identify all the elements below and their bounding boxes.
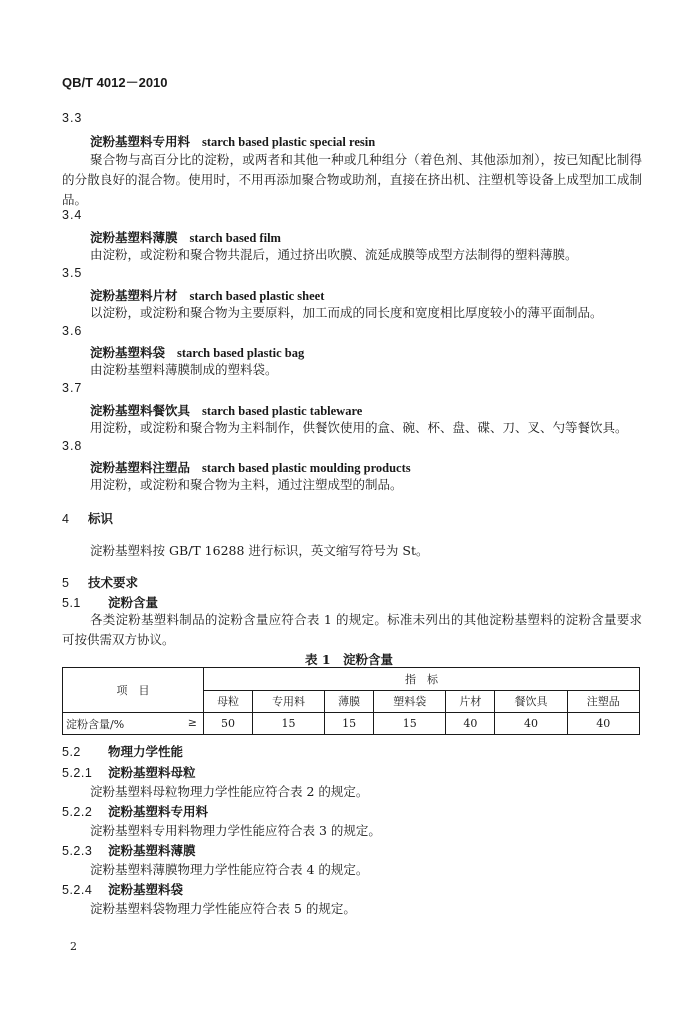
term-3-8 <box>90 458 411 476</box>
table-1 <box>62 667 640 735</box>
table-cell: 40 <box>567 713 639 735</box>
table-row-label <box>63 713 204 735</box>
heading-4 <box>62 509 113 527</box>
term-zh: 淀粉基塑料专用料 <box>90 134 191 149</box>
table-header-index: 指 标 <box>204 668 640 691</box>
heading-5-2-1 <box>62 763 196 781</box>
definition-3-8: 用淀粉，或淀粉和聚合物为主料，通过注塑成型的制品。 <box>90 477 403 492</box>
heading-title: 淀粉基塑料薄膜 <box>108 843 196 858</box>
term-zh: 淀粉基塑料餐饮具 <box>90 403 191 418</box>
term-en: starch based plastic moulding products <box>202 461 411 475</box>
clause-number-3-3: 3.3 <box>62 111 83 125</box>
definition-3-6: 由淀粉基塑料薄膜制成的塑料袋。 <box>90 362 278 377</box>
clause-number-3-5: 3.5 <box>62 266 83 280</box>
table-col-header: 餐饮具 <box>495 690 567 713</box>
table-cell: 50 <box>204 713 253 735</box>
table-col-header: 母粒 <box>204 690 253 713</box>
table-cell: 40 <box>495 713 567 735</box>
term-3-3 <box>90 132 375 150</box>
heading-title: 技术要求 <box>88 576 139 590</box>
term-en: starch based film <box>189 231 281 245</box>
row-label-symbol: ≥ <box>187 715 197 729</box>
heading-number: 5.1 <box>62 596 81 610</box>
table-row <box>63 713 640 735</box>
heading-title: 淀粉基塑料母粒 <box>108 765 196 780</box>
text-5-2-3: 淀粉基塑料薄膜物理力学性能应符合表 4 的规定。 <box>90 862 369 877</box>
table-cell: 40 <box>446 713 495 735</box>
term-3-7 <box>90 401 362 419</box>
term-en: starch based plastic bag <box>177 346 305 360</box>
definition-3-5: 以淀粉，或淀粉和聚合物为主要原料，加工而成的同长度和宽度相比厚度较小的薄平面制品。 <box>90 305 603 320</box>
term-zh: 淀粉基塑料片材 <box>90 288 178 303</box>
term-en: starch based plastic tableware <box>202 404 363 418</box>
definition-3-7: 用淀粉，或淀粉和聚合物为主料制作，供餐饮使用的盒、碗、杯、盘、碟、刀、叉、勺等餐饮具。 <box>90 420 628 435</box>
table-cell: 15 <box>325 713 374 735</box>
heading-number: 5 <box>62 576 69 590</box>
term-zh: 淀粉基塑料薄膜 <box>90 230 178 245</box>
row-label-text: 淀粉含量/% <box>66 717 125 731</box>
heading-title: 物理力学性能 <box>108 744 184 759</box>
term-en: starch based plastic sheet <box>189 289 325 303</box>
heading-number: 5.2 <box>62 745 81 759</box>
definition-3-4: 由淀粉，或淀粉和聚合物共混后，通过挤出吹膜、流延成膜等成型方法制得的塑料薄膜。 <box>90 247 578 262</box>
table-col-header: 塑料袋 <box>374 690 446 713</box>
clause-number-3-4: 3.4 <box>62 208 83 222</box>
page-number: 2 <box>70 940 77 953</box>
text-4: 淀粉基塑料按 GB/T 16288 进行标识，英文缩写符号为 St。 <box>90 543 429 558</box>
text-5-2-4: 淀粉基塑料袋物理力学性能应符合表 5 的规定。 <box>90 901 356 916</box>
term-zh: 淀粉基塑料袋 <box>90 345 166 360</box>
table-1-caption: 表 1 淀粉含量 <box>304 652 394 667</box>
heading-5-2 <box>62 742 183 760</box>
table-col-header: 薄膜 <box>325 690 374 713</box>
table-cell: 15 <box>252 713 324 735</box>
table-cell: 15 <box>374 713 446 735</box>
term-3-6 <box>90 343 304 361</box>
heading-number: 5.2.1 <box>62 766 93 780</box>
term-3-5 <box>90 286 324 304</box>
table-col-header: 注塑品 <box>567 690 639 713</box>
heading-title: 标识 <box>88 512 114 526</box>
text-5-1: 各类淀粉基塑料制品的淀粉含量应符合表 1 的规定。标准未列出的其他淀粉基塑料的淀粉含量要求可按供需双方协议。 <box>62 612 642 647</box>
heading-number: 5.2.3 <box>62 844 93 858</box>
standard-code: QB/T 4012－2010 <box>62 75 168 90</box>
heading-title: 淀粉含量 <box>108 595 159 610</box>
term-zh: 淀粉基塑料注塑品 <box>90 460 191 475</box>
heading-number: 4 <box>62 512 69 526</box>
heading-title: 淀粉基塑料袋 <box>108 882 184 897</box>
text-5-2-2: 淀粉基塑料专用料物理力学性能应符合表 3 的规定。 <box>90 823 381 838</box>
heading-5-1 <box>62 593 158 611</box>
table-col-header: 专用料 <box>252 690 324 713</box>
heading-5-2-4 <box>62 880 183 898</box>
term-en: starch based plastic special resin <box>202 135 376 149</box>
table-col-header: 片材 <box>446 690 495 713</box>
clause-number-3-6: 3.6 <box>62 324 83 338</box>
text-5-2-1: 淀粉基塑料母粒物理力学性能应符合表 2 的规定。 <box>90 784 369 799</box>
clause-number-3-7: 3.7 <box>62 381 83 395</box>
heading-title: 淀粉基塑料专用料 <box>108 804 209 819</box>
definition-3-3: 聚合物与高百分比的淀粉，或两者和其他一种或几种组分（着色剂、其他添加剂），按已知配比制得的分散良好的混合物。使用时，不用再添加聚合物或助剂，直接在挤出机、注塑机等设备上成型加工成制品。 <box>62 152 642 207</box>
heading-5 <box>62 573 138 591</box>
heading-5-2-3 <box>62 841 196 859</box>
heading-5-2-2 <box>62 802 208 820</box>
term-3-4 <box>90 228 281 246</box>
heading-number: 5.2.2 <box>62 805 93 819</box>
clause-number-3-8: 3.8 <box>62 439 83 453</box>
heading-number: 5.2.4 <box>62 883 93 897</box>
table-header-item: 项 目 <box>63 668 204 713</box>
